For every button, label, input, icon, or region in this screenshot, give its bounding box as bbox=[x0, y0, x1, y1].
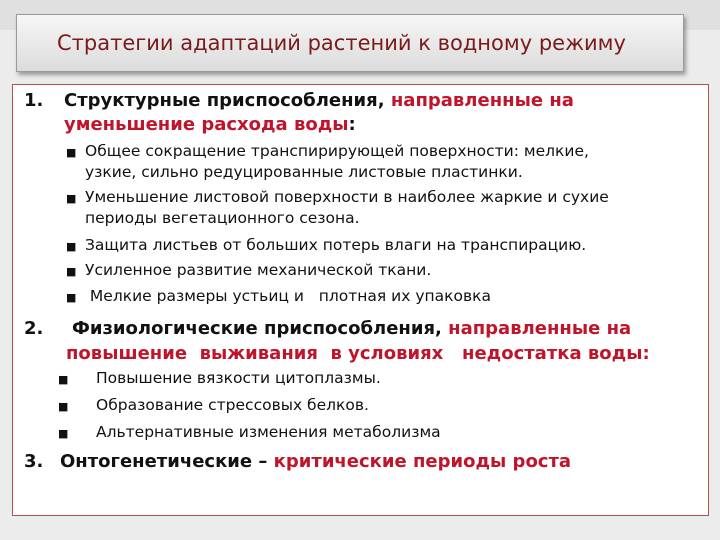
section-2-number: 2. bbox=[24, 318, 44, 339]
section-2-heading-dark: Физиологические приспособления, bbox=[72, 318, 442, 339]
section-1-heading-accent-2: уменьшение расхода воды bbox=[64, 114, 349, 135]
section-2-item-2: Образование стрессовых белков. bbox=[96, 396, 369, 414]
square-bullet-icon: ■ bbox=[66, 265, 77, 278]
square-bullet-icon: ■ bbox=[58, 373, 69, 386]
section-1-item-2-line-2: периоды вегетационного сезона. bbox=[85, 209, 360, 227]
square-bullet-icon: ■ bbox=[58, 400, 69, 413]
section-1-item-2-line-1: Уменьшение листовой поверхности в наиболее жаркие и сухие bbox=[85, 188, 609, 206]
square-bullet-icon: ■ bbox=[58, 427, 69, 440]
section-2-heading-accent: направленные на bbox=[448, 318, 632, 339]
section-2-item-1: Повышение вязкости цитоплазмы. bbox=[96, 369, 381, 387]
section-3-heading-dark: Онтогенетические – bbox=[60, 451, 268, 472]
square-bullet-icon: ■ bbox=[66, 192, 77, 205]
title-box bbox=[16, 14, 684, 72]
section-2-item-3: Альтернативные изменения метаболизма bbox=[96, 423, 441, 441]
section-1-item-5: Мелкие размеры устьиц и плотная их упаковка bbox=[85, 287, 491, 305]
section-2-heading-line-2: повышение выживания в условиях недостатка воды: bbox=[66, 343, 650, 364]
section-1-heading-colon: : bbox=[348, 114, 356, 135]
section-1-heading-line-1 bbox=[64, 90, 574, 111]
page-title: Стратегии адаптаций растений к водному режиму bbox=[57, 31, 626, 55]
section-3-heading bbox=[60, 451, 571, 472]
section-1-heading-accent: направленные на bbox=[390, 90, 574, 111]
section-1-heading-line-2 bbox=[64, 114, 356, 135]
section-1-item-1-line-2: узкие, сильно редуцированные листовые пластинки. bbox=[85, 163, 523, 181]
section-3-heading-accent: критические периоды роста bbox=[273, 451, 572, 472]
section-3-number: 3. bbox=[24, 451, 44, 472]
section-1-item-3: Защита листьев от больших потерь влаги на транспирацию. bbox=[85, 236, 587, 254]
section-1-item-1-line-1: Общее сокращение транспирирующей поверхности: мелкие, bbox=[85, 142, 589, 160]
section-1-heading-dark: Структурные приспособления, bbox=[64, 90, 385, 111]
section-1-number: 1. bbox=[24, 90, 44, 111]
square-bullet-icon: ■ bbox=[66, 291, 77, 304]
square-bullet-icon: ■ bbox=[66, 240, 77, 253]
section-2-heading-line-1 bbox=[72, 318, 631, 339]
section-1-item-4: Усиленное развитие механической ткани. bbox=[85, 261, 432, 279]
square-bullet-icon: ■ bbox=[66, 146, 77, 159]
